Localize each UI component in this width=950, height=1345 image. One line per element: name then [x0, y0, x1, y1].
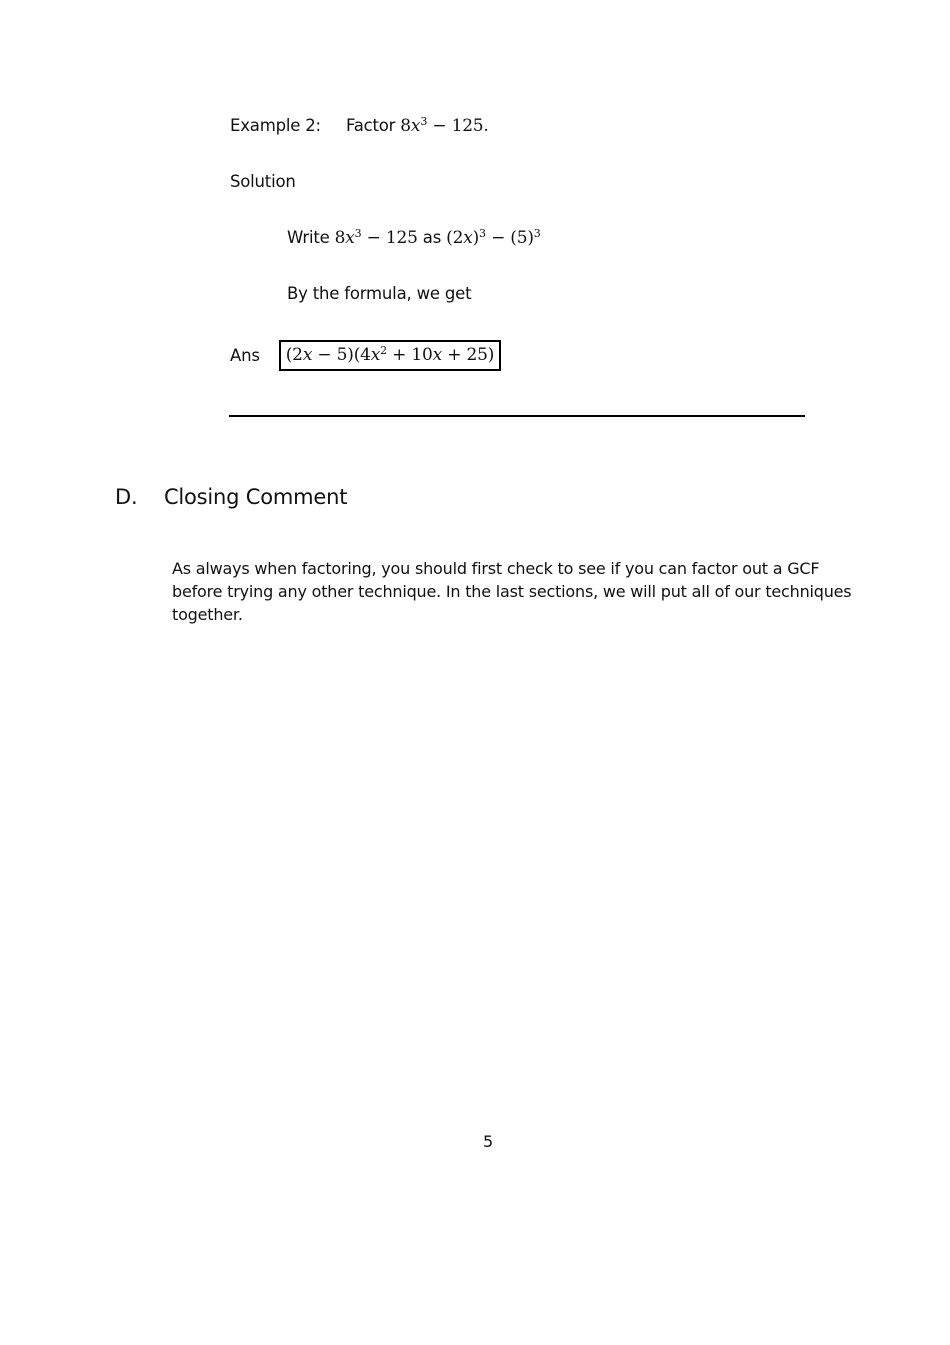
answer-label: Ans — [230, 346, 260, 365]
solution-label: Solution — [230, 172, 296, 191]
solution-step-formula: By the formula, we get — [287, 284, 472, 303]
write-rhs-expression: $(2x)^3 - (5)^3$ — [446, 226, 541, 248]
write-prefix: Write — [287, 228, 330, 247]
page-number: 5 — [483, 1132, 493, 1151]
example-expression: $8x^3 - 125$. — [400, 114, 489, 136]
example-label: Example 2: — [230, 116, 321, 135]
write-lhs-expression: $8x^3 - 125$ — [334, 226, 418, 248]
closing-paragraph: As always when factoring, you should first check to see if you can factor out a GCF before trying any other technique. In the last sections, we will put all of our techniques together. — [172, 559, 852, 624]
example-prompt: Factor — [345, 116, 396, 135]
horizontal-divider — [229, 415, 805, 417]
solution-step-write — [287, 228, 541, 248]
section-letter: D. — [115, 485, 138, 509]
section-title: Closing Comment — [163, 485, 348, 509]
example-heading — [230, 116, 489, 136]
boxed-answer: $(2x - 5)(4x^2 + 10x + 25)$ — [279, 340, 501, 371]
answer-row — [230, 340, 501, 371]
section-heading — [115, 485, 347, 509]
write-middle: as — [422, 228, 442, 247]
